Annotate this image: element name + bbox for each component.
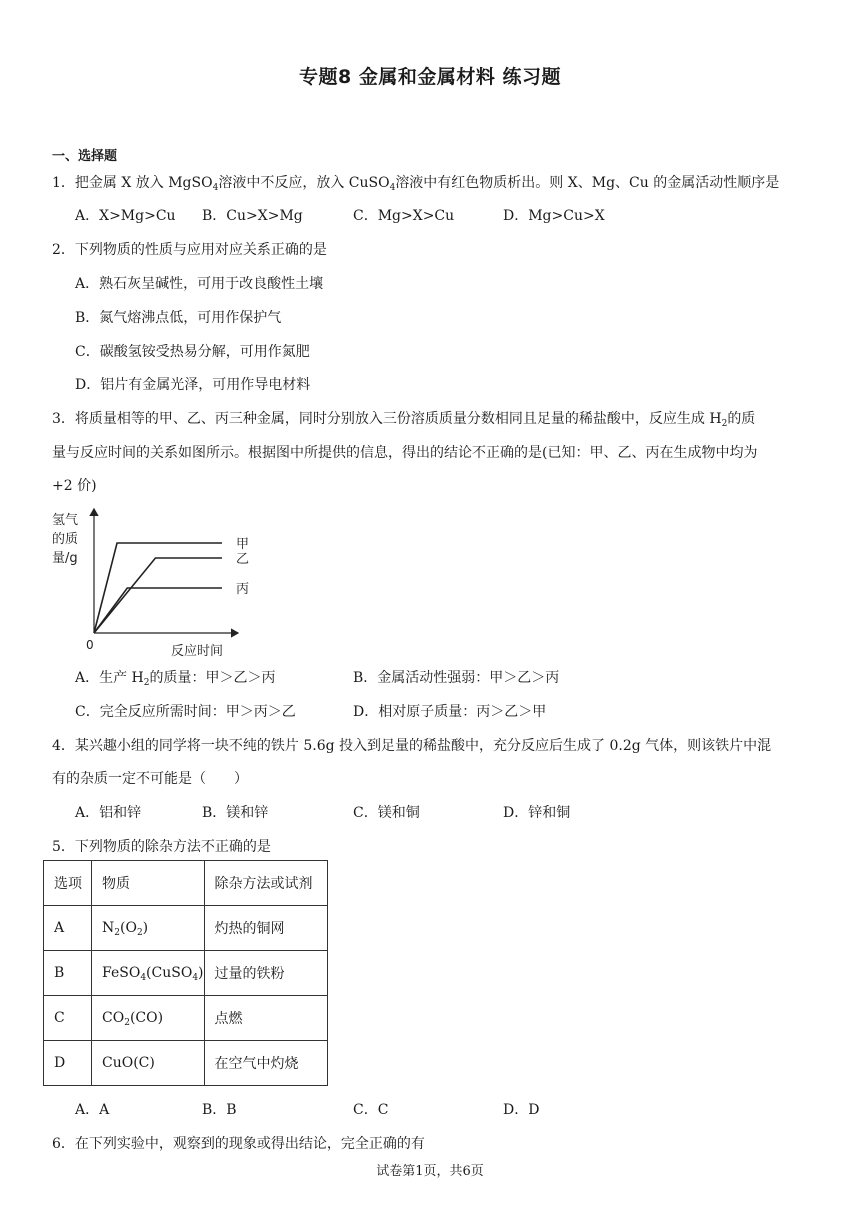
purification-table bbox=[43, 860, 328, 1086]
series-line-1 bbox=[94, 558, 222, 633]
q1-option-c[interactable]: C．Mg>X>Cu bbox=[353, 208, 455, 224]
row-method: 在空气中灼烧 bbox=[204, 1041, 327, 1086]
q3-option-b[interactable]: B．金属活动性强弱：甲＞乙＞丙 bbox=[353, 670, 560, 686]
section-heading: 一、选择题 bbox=[52, 149, 118, 164]
origin-label: 0 bbox=[86, 638, 94, 652]
series-label-1: 乙 bbox=[236, 552, 250, 567]
q3-option-a[interactable]: A．生产 $H_2$的质量：甲＞乙＞丙 bbox=[75, 670, 276, 688]
question-4-line-2: 有的杂质一定不可能是（ ） bbox=[52, 771, 248, 787]
row-method: 点燃 bbox=[204, 996, 327, 1041]
question-4-line-1: 4．某兴趣小组的同学将一块不纯的铁片 5.6g 投入到足量的稀盐酸中，充分反应后生成了 0.2g 气体，则该铁片中混 bbox=[52, 738, 772, 754]
q2-option-b[interactable]: B．氮气熔沸点低，可用作保护气 bbox=[75, 310, 282, 326]
table-header-row bbox=[44, 861, 328, 906]
row-method: 灼热的铜网 bbox=[204, 906, 327, 951]
row-substance: $N_2(O_2)$ bbox=[92, 906, 205, 951]
question-5: 5．下列物质的除杂方法不正确的是 bbox=[52, 839, 271, 855]
table-row bbox=[44, 996, 328, 1041]
row-option: D bbox=[44, 1041, 92, 1086]
q4-option-b[interactable]: B．镁和锌 bbox=[202, 805, 269, 821]
q5-option-c[interactable]: C．C bbox=[353, 1102, 389, 1118]
q2-option-c[interactable]: C．碳酸氢铵受热易分解，可用作氮肥 bbox=[75, 344, 310, 360]
q1-option-a[interactable]: A．X>Mg>Cu bbox=[75, 208, 176, 224]
question-6: 6．在下列实验中，观察到的现象或得出结论，完全正确的有 bbox=[52, 1136, 425, 1152]
row-option: C bbox=[44, 996, 92, 1041]
header-method: 除杂方法或试剂 bbox=[204, 861, 327, 906]
question-1: 1．把金属 X 放入 MgSO$_4$溶液中不反应，放入 CuSO$_4$溶液中有红色物质析出。则 X、Mg、Cu 的金属活动性顺序是 bbox=[52, 175, 780, 193]
page-footer: 试卷第1页，共6页 bbox=[376, 1164, 484, 1179]
header-option: 选项 bbox=[44, 861, 92, 906]
q5-option-a[interactable]: A．A bbox=[75, 1102, 110, 1118]
question-3-line-1: 3．将质量相等的甲、乙、丙三种金属，同时分别放入三份溶质质量分数相同且足量的稀盐酸中，反应生成 $H_2$的质 bbox=[52, 411, 756, 429]
q2-option-a[interactable]: A．熟石灰呈碱性，可用于改良酸性土壤 bbox=[75, 276, 324, 292]
q5-option-b[interactable]: B．B bbox=[202, 1102, 237, 1118]
q2-option-d[interactable]: D．铝片有金属光泽，可用作导电材料 bbox=[75, 377, 311, 393]
q4-option-c[interactable]: C．镁和铜 bbox=[353, 805, 420, 821]
header-substance: 物质 bbox=[92, 861, 205, 906]
x-axis-label: 反应时间 bbox=[171, 644, 224, 659]
q4-option-d[interactable]: D．锌和铜 bbox=[503, 805, 571, 821]
y-axis-label-line-1: 氢气 bbox=[52, 513, 79, 528]
row-method: 过量的铁粉 bbox=[204, 951, 327, 996]
row-substance: FeSO$_4$(CuSO$_4$) bbox=[92, 951, 205, 996]
hydrogen-mass-chart bbox=[40, 505, 270, 660]
question-3-line-3: +2 价) bbox=[52, 478, 97, 494]
q1-option-d[interactable]: D．Mg>Cu>X bbox=[503, 208, 605, 224]
series-label-2: 丙 bbox=[236, 582, 250, 597]
q3-option-c[interactable]: C．完全反应所需时间：甲＞丙＞乙 bbox=[75, 704, 296, 720]
row-option: B bbox=[44, 951, 92, 996]
table-row bbox=[44, 951, 328, 996]
q5-option-d[interactable]: D．D bbox=[503, 1102, 540, 1118]
row-substance: CuO(C) bbox=[92, 1041, 205, 1086]
q3-option-d[interactable]: D．相对原子质量：丙＞乙＞甲 bbox=[353, 704, 547, 720]
question-2: 2．下列物质的性质与应用对应关系正确的是 bbox=[52, 242, 327, 258]
y-axis-label-line-3: 量/g bbox=[52, 551, 78, 566]
y-axis-label-line-2: 的质 bbox=[52, 532, 79, 547]
q1-option-b[interactable]: B．Cu>X>Mg bbox=[202, 208, 303, 224]
series-label-0: 甲 bbox=[236, 537, 250, 552]
question-3-line-2: 量与反应时间的关系如图所示。根据图中所提供的信息，得出的结论不正确的是(已知：甲、乙、丙在生成物中均为 bbox=[52, 445, 758, 461]
table-row bbox=[44, 906, 328, 951]
table-row bbox=[44, 1041, 328, 1086]
q4-option-a[interactable]: A．铝和锌 bbox=[75, 805, 142, 821]
row-option: A bbox=[44, 906, 92, 951]
row-substance: $CO_2(CO)$ bbox=[92, 996, 205, 1041]
page-title: 专题8 金属和金属材料 练习题 bbox=[299, 66, 561, 88]
